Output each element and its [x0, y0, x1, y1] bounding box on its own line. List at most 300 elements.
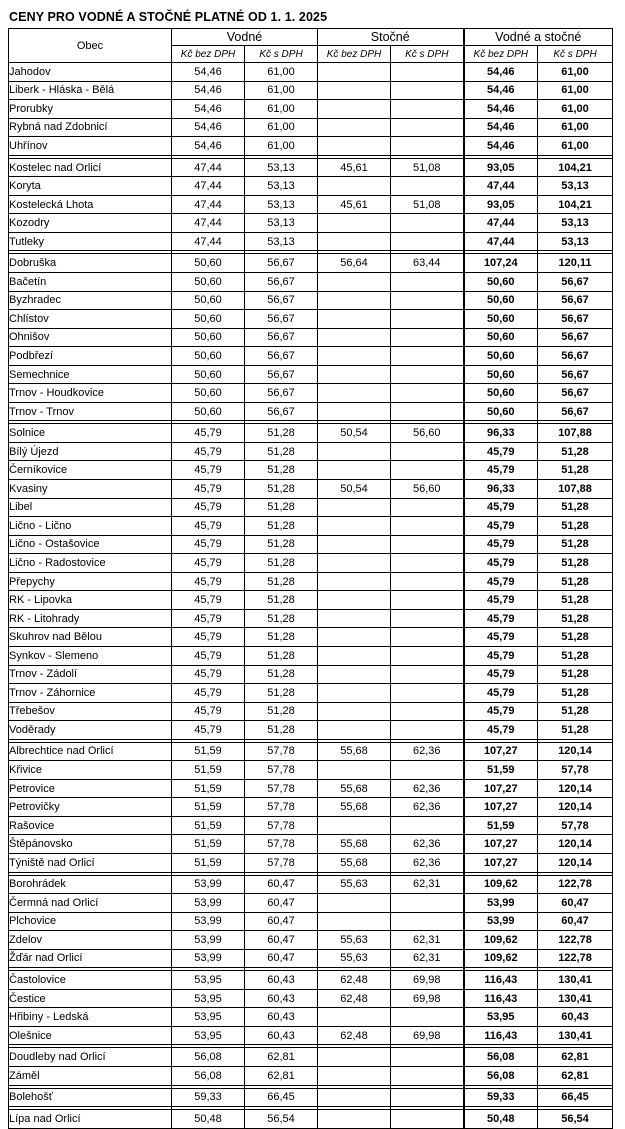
- municipality-name: Petrovice: [9, 779, 172, 798]
- vodne-bez-dph: 53,99: [172, 931, 245, 950]
- celkem-s-dph: 56,54: [538, 1110, 613, 1129]
- stocne-s-dph: 51,08: [391, 195, 464, 214]
- vodne-s-dph: 60,47: [245, 912, 318, 931]
- vodne-s-dph: 53,13: [245, 195, 318, 214]
- vodne-bez-dph: 50,60: [172, 347, 245, 366]
- celkem-bez-dph: 54,46: [464, 81, 538, 100]
- vodne-s-dph: 51,28: [245, 554, 318, 573]
- municipality-name: Bačetín: [9, 273, 172, 292]
- stocne-bez-dph: 45,61: [318, 158, 391, 177]
- vodne-bez-dph: 51,59: [172, 835, 245, 854]
- vodne-bez-dph: 59,33: [172, 1088, 245, 1107]
- stocne-s-dph: [391, 761, 464, 780]
- stocne-s-dph: 69,98: [391, 989, 464, 1008]
- municipality-name: Prorubky: [9, 100, 172, 119]
- stocne-s-dph: [391, 384, 464, 403]
- celkem-bez-dph: 45,79: [464, 721, 538, 740]
- table-row: [9, 816, 613, 835]
- celkem-bez-dph: 54,46: [464, 118, 538, 137]
- vodne-s-dph: 53,13: [245, 177, 318, 196]
- stocne-s-dph: [391, 214, 464, 233]
- celkem-bez-dph: 96,33: [464, 480, 538, 499]
- table-row: [9, 254, 613, 273]
- municipality-name: Trnov - Trnov: [9, 402, 172, 421]
- celkem-s-dph: 57,78: [538, 816, 613, 835]
- table-row: [9, 137, 613, 156]
- stocne-s-dph: 62,36: [391, 779, 464, 798]
- stocne-s-dph: [391, 100, 464, 119]
- celkem-bez-dph: 50,60: [464, 365, 538, 384]
- vodne-bez-dph: 45,79: [172, 591, 245, 610]
- header-vodne: Vodné: [172, 29, 318, 46]
- celkem-bez-dph: 45,79: [464, 461, 538, 480]
- vodne-s-dph: 51,28: [245, 424, 318, 443]
- stocne-bez-dph: [318, 609, 391, 628]
- celkem-bez-dph: 56,08: [464, 1048, 538, 1067]
- table-row: [9, 498, 613, 517]
- celkem-bez-dph: 107,24: [464, 254, 538, 273]
- municipality-name: Trnov - Záhornice: [9, 684, 172, 703]
- celkem-s-dph: 56,67: [538, 328, 613, 347]
- celkem-bez-dph: 51,59: [464, 816, 538, 835]
- vodne-bez-dph: 45,79: [172, 646, 245, 665]
- celkem-bez-dph: 59,33: [464, 1088, 538, 1107]
- stocne-bez-dph: [318, 310, 391, 329]
- vodne-s-dph: 51,28: [245, 498, 318, 517]
- stocne-bez-dph: [318, 816, 391, 835]
- municipality-name: Kvasiny: [9, 480, 172, 499]
- vodne-s-dph: 61,00: [245, 137, 318, 156]
- table-row: [9, 461, 613, 480]
- stocne-s-dph: 56,60: [391, 480, 464, 499]
- celkem-bez-dph: 50,60: [464, 384, 538, 403]
- vodne-bez-dph: 54,46: [172, 100, 245, 119]
- stocne-s-dph: [391, 721, 464, 740]
- municipality-name: Ličnо - Radostovice: [9, 554, 172, 573]
- table-row: [9, 835, 613, 854]
- vodne-bez-dph: 50,60: [172, 254, 245, 273]
- celkem-bez-dph: 116,43: [464, 1026, 538, 1045]
- stocne-s-dph: [391, 912, 464, 931]
- vodne-bez-dph: 51,59: [172, 816, 245, 835]
- municipality-name: Solnice: [9, 424, 172, 443]
- vodne-bez-dph: 56,08: [172, 1066, 245, 1085]
- stocne-bez-dph: 55,63: [318, 949, 391, 968]
- stocne-bez-dph: 55,63: [318, 931, 391, 950]
- vodne-s-dph: 56,67: [245, 254, 318, 273]
- municipality-name: Ličnо - Ličnо: [9, 517, 172, 536]
- celkem-bez-dph: 54,46: [464, 63, 538, 82]
- stocne-bez-dph: [318, 665, 391, 684]
- vodne-bez-dph: 56,08: [172, 1048, 245, 1067]
- celkem-s-dph: 120,11: [538, 254, 613, 273]
- stocne-bez-dph: [318, 177, 391, 196]
- vodne-s-dph: 56,67: [245, 310, 318, 329]
- municipality-name: Dobruška: [9, 254, 172, 273]
- celkem-bez-dph: 45,79: [464, 591, 538, 610]
- table-row: [9, 761, 613, 780]
- vodne-bez-dph: 50,60: [172, 384, 245, 403]
- celkem-bez-dph: 51,59: [464, 761, 538, 780]
- stocne-bez-dph: [318, 894, 391, 913]
- vodne-bez-dph: 51,59: [172, 742, 245, 761]
- vodne-bez-dph: 53,99: [172, 875, 245, 894]
- stocne-s-dph: [391, 702, 464, 721]
- vodne-s-dph: 53,13: [245, 232, 318, 251]
- celkem-s-dph: 51,28: [538, 442, 613, 461]
- vodne-s-dph: 56,67: [245, 347, 318, 366]
- celkem-s-dph: 107,88: [538, 424, 613, 443]
- vodne-s-dph: 60,47: [245, 894, 318, 913]
- vodne-s-dph: 57,78: [245, 816, 318, 835]
- stocne-bez-dph: [318, 554, 391, 573]
- table-row: [9, 1008, 613, 1027]
- celkem-bez-dph: 47,44: [464, 232, 538, 251]
- municipality-name: Synkov - Slemeno: [9, 646, 172, 665]
- vodne-s-dph: 57,78: [245, 835, 318, 854]
- municipality-name: Křivice: [9, 761, 172, 780]
- celkem-bez-dph: 45,79: [464, 517, 538, 536]
- table-row: [9, 1026, 613, 1045]
- stocne-s-dph: [391, 517, 464, 536]
- municipality-name: Semechnice: [9, 365, 172, 384]
- vodne-bez-dph: 54,46: [172, 81, 245, 100]
- celkem-s-dph: 53,13: [538, 214, 613, 233]
- celkem-s-dph: 122,78: [538, 931, 613, 950]
- table-row: [9, 798, 613, 817]
- table-row: [9, 365, 613, 384]
- municipality-name: Hřibiny - Ledská: [9, 1008, 172, 1027]
- celkem-s-dph: 51,28: [538, 591, 613, 610]
- celkem-bez-dph: 45,79: [464, 572, 538, 591]
- celkem-bez-dph: 50,60: [464, 273, 538, 292]
- page-title: CENY PRO VODNÉ A STOČNÉ PLATNÉ OD 1. 1. 2025: [9, 10, 328, 24]
- stocne-bez-dph: [318, 498, 391, 517]
- municipality-name: Lípa nad Orlicí: [9, 1110, 172, 1129]
- stocne-s-dph: [391, 177, 464, 196]
- vodne-s-dph: 66,45: [245, 1088, 318, 1107]
- vodne-bez-dph: 53,95: [172, 989, 245, 1008]
- celkem-bez-dph: 54,46: [464, 100, 538, 119]
- stocne-bez-dph: [318, 402, 391, 421]
- stocne-bez-dph: 62,48: [318, 1026, 391, 1045]
- price-table: [8, 28, 613, 1129]
- vodne-bez-dph: 50,60: [172, 291, 245, 310]
- celkem-s-dph: 120,14: [538, 853, 613, 872]
- celkem-s-dph: 122,78: [538, 949, 613, 968]
- stocne-s-dph: 69,98: [391, 1026, 464, 1045]
- celkem-bez-dph: 45,79: [464, 646, 538, 665]
- celkem-s-dph: 62,81: [538, 1048, 613, 1067]
- celkem-s-dph: 56,67: [538, 347, 613, 366]
- vodne-bez-dph: 54,46: [172, 137, 245, 156]
- vodne-s-dph: 51,28: [245, 628, 318, 647]
- stocne-bez-dph: [318, 591, 391, 610]
- price-table-body: [9, 63, 613, 1129]
- stocne-bez-dph: [318, 646, 391, 665]
- vodne-s-dph: 51,28: [245, 665, 318, 684]
- celkem-s-dph: 60,43: [538, 1008, 613, 1027]
- stocne-bez-dph: [318, 347, 391, 366]
- celkem-s-dph: 51,28: [538, 721, 613, 740]
- celkem-bez-dph: 45,79: [464, 442, 538, 461]
- celkem-s-dph: 60,47: [538, 912, 613, 931]
- header-unit: Kč bez DPH: [172, 46, 245, 63]
- vodne-s-dph: 62,81: [245, 1048, 318, 1067]
- vodne-s-dph: 51,28: [245, 461, 318, 480]
- celkem-s-dph: 120,14: [538, 835, 613, 854]
- stocne-s-dph: [391, 535, 464, 554]
- celkem-bez-dph: 53,95: [464, 1008, 538, 1027]
- municipality-name: Doudleby nad Orlicí: [9, 1048, 172, 1067]
- stocne-s-dph: [391, 665, 464, 684]
- celkem-bez-dph: 47,44: [464, 214, 538, 233]
- celkem-bez-dph: 45,79: [464, 554, 538, 573]
- municipality-name: Plchovice: [9, 912, 172, 931]
- municipality-name: Trnov - Houdkovice: [9, 384, 172, 403]
- municipality-name: Čermná nad Orlicí: [9, 894, 172, 913]
- stocne-s-dph: [391, 347, 464, 366]
- stocne-bez-dph: 56,64: [318, 254, 391, 273]
- stocne-s-dph: [391, 572, 464, 591]
- celkem-bez-dph: 45,79: [464, 628, 538, 647]
- vodne-bez-dph: 53,99: [172, 894, 245, 913]
- table-row: [9, 158, 613, 177]
- stocne-bez-dph: [318, 721, 391, 740]
- celkem-s-dph: 51,28: [538, 535, 613, 554]
- table-row: [9, 1066, 613, 1085]
- celkem-bez-dph: 109,62: [464, 875, 538, 894]
- vodne-s-dph: 62,81: [245, 1066, 318, 1085]
- table-row: [9, 1110, 613, 1129]
- table-row: [9, 853, 613, 872]
- celkem-s-dph: 56,67: [538, 365, 613, 384]
- table-row: [9, 572, 613, 591]
- table-row: [9, 100, 613, 119]
- table-row: [9, 195, 613, 214]
- vodne-bez-dph: 51,59: [172, 761, 245, 780]
- celkem-bez-dph: 45,79: [464, 665, 538, 684]
- table-row: [9, 480, 613, 499]
- stocne-s-dph: [391, 273, 464, 292]
- municipality-name: Skuhrov nad Bělou: [9, 628, 172, 647]
- celkem-bez-dph: 93,05: [464, 158, 538, 177]
- celkem-bez-dph: 109,62: [464, 949, 538, 968]
- celkem-s-dph: 61,00: [538, 100, 613, 119]
- stocne-s-dph: [391, 291, 464, 310]
- municipality-name: Petrovičky: [9, 798, 172, 817]
- municipality-name: Jahodov: [9, 63, 172, 82]
- stocne-s-dph: 56,60: [391, 424, 464, 443]
- table-row: [9, 875, 613, 894]
- vodne-s-dph: 61,00: [245, 63, 318, 82]
- table-row: [9, 328, 613, 347]
- vodne-s-dph: 51,28: [245, 535, 318, 554]
- stocne-bez-dph: 55,63: [318, 875, 391, 894]
- municipality-name: Podbřezí: [9, 347, 172, 366]
- vodne-bez-dph: 47,44: [172, 177, 245, 196]
- celkem-bez-dph: 45,79: [464, 684, 538, 703]
- municipality-name: Štěpánovsko: [9, 835, 172, 854]
- stocne-bez-dph: [318, 517, 391, 536]
- stocne-bez-dph: [318, 1008, 391, 1027]
- stocne-bez-dph: [318, 442, 391, 461]
- celkem-s-dph: 61,00: [538, 118, 613, 137]
- celkem-s-dph: 60,47: [538, 894, 613, 913]
- table-row: [9, 1088, 613, 1107]
- vodne-bez-dph: 45,79: [172, 628, 245, 647]
- vodne-bez-dph: 53,99: [172, 949, 245, 968]
- celkem-s-dph: 130,41: [538, 989, 613, 1008]
- vodne-s-dph: 51,28: [245, 721, 318, 740]
- vodne-s-dph: 51,28: [245, 480, 318, 499]
- stocne-bez-dph: [318, 100, 391, 119]
- municipality-name: Bílý Újezd: [9, 442, 172, 461]
- stocne-bez-dph: [318, 214, 391, 233]
- vodne-s-dph: 56,67: [245, 402, 318, 421]
- celkem-bez-dph: 45,79: [464, 609, 538, 628]
- celkem-bez-dph: 50,60: [464, 328, 538, 347]
- vodne-bez-dph: 45,79: [172, 721, 245, 740]
- municipality-name: Voděrady: [9, 721, 172, 740]
- celkem-s-dph: 120,14: [538, 742, 613, 761]
- vodne-s-dph: 56,67: [245, 384, 318, 403]
- stocne-bez-dph: 55,68: [318, 742, 391, 761]
- vodne-s-dph: 60,43: [245, 971, 318, 990]
- table-row: [9, 535, 613, 554]
- stocne-bez-dph: [318, 684, 391, 703]
- vodne-s-dph: 51,28: [245, 572, 318, 591]
- vodne-s-dph: 57,78: [245, 742, 318, 761]
- stocne-s-dph: 62,31: [391, 875, 464, 894]
- celkem-s-dph: 51,28: [538, 572, 613, 591]
- stocne-bez-dph: [318, 63, 391, 82]
- vodne-s-dph: 61,00: [245, 81, 318, 100]
- celkem-bez-dph: 50,60: [464, 310, 538, 329]
- table-row: [9, 310, 613, 329]
- vodne-s-dph: 51,28: [245, 609, 318, 628]
- celkem-s-dph: 51,28: [538, 665, 613, 684]
- vodne-s-dph: 53,13: [245, 158, 318, 177]
- table-row: [9, 931, 613, 950]
- stocne-s-dph: 69,98: [391, 971, 464, 990]
- vodne-bez-dph: 45,79: [172, 442, 245, 461]
- vodne-s-dph: 57,78: [245, 761, 318, 780]
- table-row: [9, 384, 613, 403]
- stocne-bez-dph: [318, 1048, 391, 1067]
- vodne-s-dph: 51,28: [245, 684, 318, 703]
- celkem-s-dph: 51,28: [538, 609, 613, 628]
- celkem-bez-dph: 116,43: [464, 971, 538, 990]
- stocne-bez-dph: [318, 232, 391, 251]
- celkem-s-dph: 61,00: [538, 81, 613, 100]
- vodne-bez-dph: 47,44: [172, 158, 245, 177]
- vodne-s-dph: 51,28: [245, 591, 318, 610]
- stocne-bez-dph: 55,68: [318, 835, 391, 854]
- celkem-s-dph: 56,67: [538, 402, 613, 421]
- table-row: [9, 742, 613, 761]
- vodne-s-dph: 51,28: [245, 702, 318, 721]
- celkem-bez-dph: 107,27: [464, 835, 538, 854]
- stocne-s-dph: [391, 442, 464, 461]
- vodne-bez-dph: 50,60: [172, 328, 245, 347]
- vodne-bez-dph: 45,79: [172, 665, 245, 684]
- stocne-bez-dph: 62,48: [318, 989, 391, 1008]
- celkem-bez-dph: 107,27: [464, 742, 538, 761]
- table-row: [9, 1048, 613, 1067]
- table-row: [9, 291, 613, 310]
- vodne-bez-dph: 47,44: [172, 195, 245, 214]
- stocne-bez-dph: [318, 761, 391, 780]
- table-row: [9, 894, 613, 913]
- stocne-bez-dph: 62,48: [318, 971, 391, 990]
- table-row: [9, 989, 613, 1008]
- vodne-bez-dph: 45,79: [172, 554, 245, 573]
- municipality-name: Čestice: [9, 989, 172, 1008]
- stocne-bez-dph: [318, 572, 391, 591]
- vodne-s-dph: 57,78: [245, 779, 318, 798]
- municipality-name: Uhřínov: [9, 137, 172, 156]
- celkem-s-dph: 120,14: [538, 798, 613, 817]
- stocne-bez-dph: [318, 384, 391, 403]
- celkem-s-dph: 120,14: [538, 779, 613, 798]
- municipality-name: Častolovice: [9, 971, 172, 990]
- vodne-bez-dph: 45,79: [172, 535, 245, 554]
- celkem-bez-dph: 93,05: [464, 195, 538, 214]
- municipality-name: Albrechtice nad Orlicí: [9, 742, 172, 761]
- celkem-s-dph: 51,28: [538, 684, 613, 703]
- celkem-bez-dph: 96,33: [464, 424, 538, 443]
- celkem-s-dph: 51,28: [538, 702, 613, 721]
- vodne-bez-dph: 45,79: [172, 572, 245, 591]
- celkem-bez-dph: 45,79: [464, 702, 538, 721]
- header-unit: Kč bez DPH: [318, 46, 391, 63]
- celkem-bez-dph: 47,44: [464, 177, 538, 196]
- celkem-s-dph: 51,28: [538, 461, 613, 480]
- stocne-s-dph: [391, 894, 464, 913]
- table-row: [9, 949, 613, 968]
- stocne-bez-dph: [318, 1088, 391, 1107]
- stocne-bez-dph: 50,54: [318, 424, 391, 443]
- celkem-bez-dph: 56,08: [464, 1066, 538, 1085]
- table-row: [9, 609, 613, 628]
- municipality-name: Kostelecká Lhota: [9, 195, 172, 214]
- vodne-bez-dph: 50,60: [172, 365, 245, 384]
- table-row: [9, 402, 613, 421]
- celkem-s-dph: 56,67: [538, 310, 613, 329]
- municipality-name: Olešnice: [9, 1026, 172, 1045]
- vodne-s-dph: 56,54: [245, 1110, 318, 1129]
- stocne-s-dph: [391, 1048, 464, 1067]
- stocne-s-dph: 62,36: [391, 835, 464, 854]
- celkem-bez-dph: 45,79: [464, 535, 538, 554]
- stocne-bez-dph: 55,68: [318, 853, 391, 872]
- vodne-bez-dph: 45,79: [172, 498, 245, 517]
- vodne-s-dph: 56,67: [245, 328, 318, 347]
- vodne-bez-dph: 54,46: [172, 118, 245, 137]
- stocne-s-dph: [391, 118, 464, 137]
- stocne-s-dph: [391, 461, 464, 480]
- vodne-s-dph: 60,43: [245, 1008, 318, 1027]
- stocne-s-dph: [391, 63, 464, 82]
- header-unit: Kč s DPH: [538, 46, 613, 63]
- stocne-bez-dph: 55,68: [318, 798, 391, 817]
- stocne-s-dph: [391, 554, 464, 573]
- celkem-s-dph: 56,67: [538, 384, 613, 403]
- header-unit: Kč s DPH: [391, 46, 464, 63]
- table-row: [9, 554, 613, 573]
- stocne-s-dph: [391, 328, 464, 347]
